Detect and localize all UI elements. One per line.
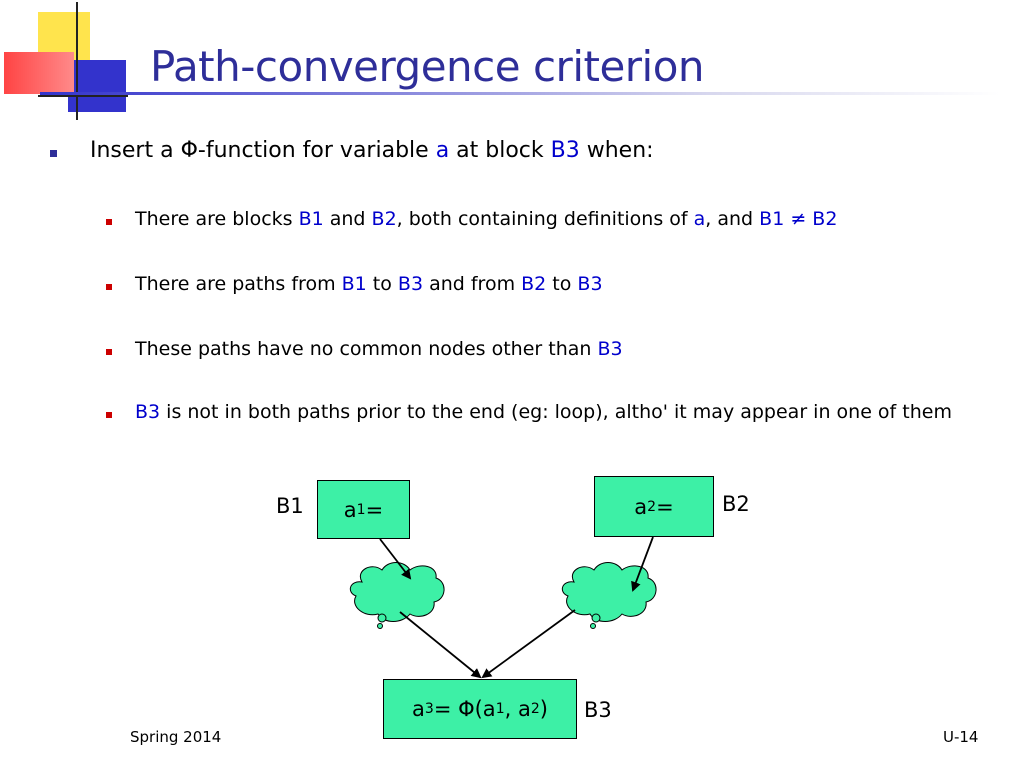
box-text: = Φ(a bbox=[433, 697, 496, 721]
text: , and bbox=[705, 208, 760, 230]
text: at block bbox=[449, 138, 551, 163]
text: when: bbox=[579, 138, 654, 163]
block-b2-label: B2 bbox=[722, 492, 750, 516]
keyword: B3 bbox=[550, 138, 580, 163]
subscript: 3 bbox=[424, 701, 434, 717]
arrow-cloud-left-to-b3 bbox=[400, 612, 480, 677]
text: to bbox=[546, 273, 578, 295]
arrow-cloud-right-to-b3 bbox=[483, 610, 575, 677]
box-text: , a bbox=[504, 697, 531, 721]
not-equal-symbol: ≠ bbox=[784, 208, 813, 230]
text: , both containing definitions of bbox=[396, 208, 694, 230]
block-b1-box bbox=[317, 480, 410, 539]
text: to bbox=[366, 273, 398, 295]
box-text: a bbox=[412, 697, 425, 721]
keyword: B3 bbox=[577, 273, 603, 295]
text: Insert a Φ-function for variable bbox=[90, 138, 436, 163]
keyword: B1 bbox=[341, 273, 367, 295]
box-text: = bbox=[365, 497, 384, 522]
page-title: Path-convergence criterion bbox=[150, 42, 705, 91]
keyword: B1 bbox=[298, 208, 324, 230]
keyword: B3 bbox=[135, 401, 161, 423]
text: and from bbox=[423, 273, 522, 295]
cloud-right bbox=[562, 563, 656, 629]
text: There are paths from bbox=[135, 273, 342, 295]
keyword: B2 bbox=[812, 208, 838, 230]
text: is not in both paths prior to the end (eg: loop), altho' it may appear in one of them bbox=[160, 401, 952, 423]
keyword: B3 bbox=[397, 273, 424, 295]
block-b3-box bbox=[383, 679, 577, 739]
block-b1-label: B1 bbox=[276, 494, 304, 518]
subscript: 1 bbox=[356, 501, 366, 518]
box-text: a bbox=[343, 497, 357, 522]
cloud-left bbox=[350, 563, 444, 629]
text: There are blocks bbox=[135, 208, 299, 230]
subscript: 2 bbox=[647, 498, 657, 515]
keyword: B2 bbox=[371, 208, 397, 230]
subscript: 1 bbox=[495, 701, 505, 717]
box-text: ) bbox=[539, 697, 548, 721]
subscript: 2 bbox=[530, 701, 540, 717]
block-b2-box bbox=[594, 476, 714, 537]
text: and bbox=[323, 208, 372, 230]
text: These paths have no common nodes other than bbox=[135, 338, 598, 360]
keyword: B2 bbox=[521, 273, 547, 295]
keyword: B3 bbox=[597, 338, 623, 360]
box-text: a bbox=[634, 494, 648, 519]
footer-date: Spring 2014 bbox=[130, 728, 222, 746]
slide-number: U-14 bbox=[943, 728, 979, 746]
keyword: a bbox=[435, 138, 450, 163]
box-text: = bbox=[656, 494, 674, 519]
block-b3-label: B3 bbox=[584, 698, 612, 722]
keyword: a bbox=[693, 208, 706, 230]
keyword: B1 bbox=[759, 208, 785, 230]
